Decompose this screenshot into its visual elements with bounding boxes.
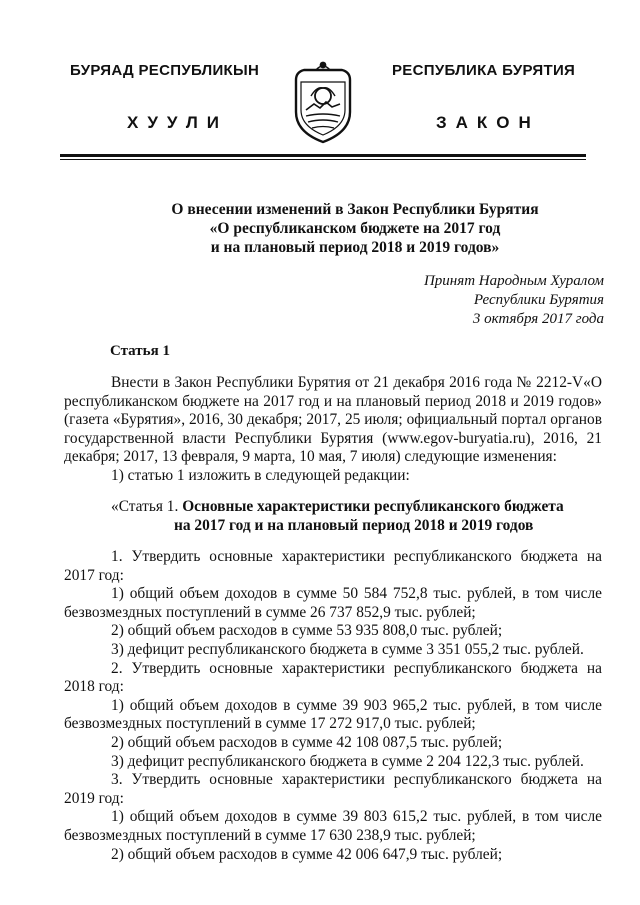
adoption-line1: Принят Народным Хуралом [423,273,604,289]
budget-paragraph: 1) общий объем доходов в сумме 50 584 752,8 тыс. рублей, в том числе безвозмездных поступлений в сумме 26 737 852,9 тыс. рублей; [64,585,602,621]
quoted-article-heading-line2: на 2017 год и на плановый период 2018 и 2019 годов [174,517,534,534]
header-right-subtitle: ЗАКОН [436,113,540,132]
quoted-article-heading-line1: Основные характеристики республиканского бюджета [182,498,564,515]
header-left-title: БУРЯАД РЕСПУБЛИКЫН [70,62,260,79]
budget-paragraph: 3) дефицит республиканского бюджета в сумме 2 204 122,3 тыс. рублей. [111,752,584,770]
budget-paragraph: 3) дефицит республиканского бюджета в сумме 3 351 055,2 тыс. рублей. [111,640,584,658]
budget-paragraph: 1) общий объем доходов в сумме 39 903 965,2 тыс. рублей, в том числе безвозмездных поступлений в сумме 17 272 917,0 тыс. рублей; [64,696,602,733]
adoption-line2: Республики Бурятия [473,292,604,308]
quoted-article-prefix: «Статья 1. [111,498,179,515]
law-title [120,200,590,257]
budget-paragraph: 1. Утвердить основные характеристики республиканского бюджета на 2017 год: [64,548,602,584]
law-title-line3: и на плановый период 2018 и 2019 годов» [210,239,500,256]
budget-paragraph: 2. Утвердить основные характеристики республиканского бюджета на 2018 год: [64,659,602,696]
budget-paragraph: 2) общий объем расходов в сумме 53 935 808,0 тыс. рублей; [111,622,503,640]
quoted-article-body [64,548,602,864]
quoted-article-heading [64,497,602,535]
budget-paragraph: 1) общий объем доходов в сумме 39 803 615,2 тыс. рублей, в том числе безвозмездных поступлений в сумме 17 630 238,9 тыс. рублей; [64,808,602,844]
budget-paragraph: 2) общий объем расходов в сумме 42 108 087,5 тыс. рублей; [111,733,503,751]
budget-paragraph: 2) общий объем расходов в сумме 42 006 647,9 тыс. рублей; [111,845,503,863]
law-title-line1: О внесении изменений в Закон Республики Бурятия [171,201,539,218]
header-divider-thin [60,159,586,160]
adoption-note [424,272,604,329]
header-left-subtitle: ХУУЛИ [127,113,228,132]
adoption-date: 3 октября 2017 года [472,311,604,327]
header-divider-thick [60,154,586,157]
article-intro-paragraph: Внести в Закон Республики Бурятия от 21 декабря 2016 года № 2212-V«О республиканском бюджете на 2017 год и на плановый период 2018 и 2019 годов» (газета «Бурятия», 2016, 30 декабря; 2017, 25 июля; официальный портал органов государственной власти Республики Бурятия (www.egov-buryatia.ru), 2016, 21 декабря; 2017, 13 февраля, 9 марта, 10 мая, 7 июля) следующие изменения: [64,374,602,466]
article-item-1: 1) статью 1 изложить в следующей редакции: [111,466,410,484]
article-heading: Статья 1 [110,343,170,359]
law-title-line2: «О республиканском бюджете на 2017 год [209,220,501,237]
article-body [64,374,602,486]
budget-paragraph: 3. Утвердить основные характеристики республиканского бюджета на 2019 год: [64,771,602,807]
header-right-title: РЕСПУБЛИКА БУРЯТИЯ [392,62,576,79]
coat-of-arms-emblem-icon [290,60,356,146]
